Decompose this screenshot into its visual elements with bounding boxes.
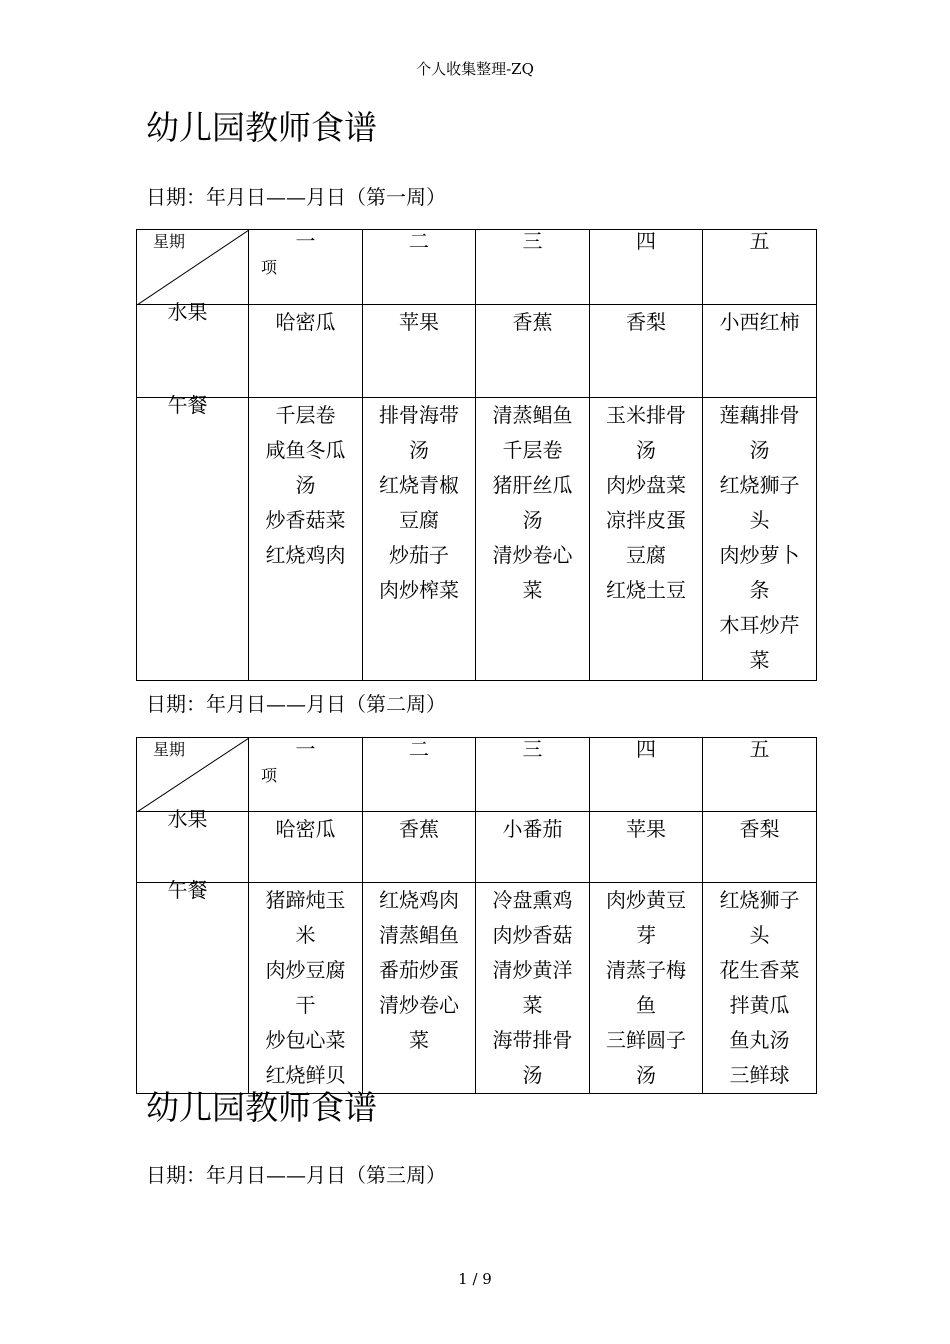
fruit-cell: 香蕉 — [363, 812, 476, 883]
fruit-cell: 香蕉 — [476, 305, 590, 398]
week3-date: 日期：年月日——月日（第三周） — [146, 1163, 446, 1187]
table-header-row — [137, 230, 817, 305]
dish-line: 条 — [749, 578, 770, 602]
dish-line: 炒茄子 — [389, 543, 449, 567]
dish-line: 莲藕排骨 — [719, 403, 800, 427]
fruit-row — [137, 305, 817, 398]
week2-date: 日期：年月日——月日（第二周） — [146, 692, 446, 716]
lunch-cell — [476, 883, 590, 1094]
fruit-row — [137, 812, 817, 883]
lunch-cell — [363, 398, 476, 681]
dish-line: 豆腐 — [626, 543, 666, 567]
lunch-cell — [476, 398, 590, 681]
fruit-cell: 香梨 — [590, 305, 703, 398]
dish-line: 红烧鸡肉 — [265, 543, 346, 567]
row-label-fruit: 水果 — [137, 305, 249, 398]
dish-line: 玉米排骨 — [606, 403, 686, 427]
week1-menu-table — [136, 229, 817, 681]
day-header-wed: 三 — [476, 230, 590, 305]
dish-line: 海带排骨 — [492, 1028, 573, 1052]
dish-line: 清炒卷心 — [492, 543, 573, 567]
dish-line: 番茄炒蛋 — [379, 958, 459, 982]
dish-line: 鱼丸汤 — [729, 1028, 790, 1052]
dish-line: 咸鱼冬瓜 — [265, 438, 346, 462]
corner-cell — [137, 738, 249, 812]
dish-line: 汤 — [522, 1063, 543, 1087]
dish-line: 红烧鸡肉 — [379, 888, 459, 912]
lunch-row — [137, 398, 817, 681]
dish-line: 三鲜球 — [729, 1063, 790, 1087]
row-label-fruit: 水果 — [137, 812, 249, 883]
page-title-2: 幼儿园教师食谱 — [146, 1088, 377, 1127]
dish-line: 冷盘熏鸡 — [492, 888, 573, 912]
lunch-cell — [590, 398, 703, 681]
dish-line: 炒包心菜 — [265, 1028, 346, 1052]
dish-line: 凉拌皮蛋 — [606, 508, 686, 532]
dish-line: 汤 — [749, 438, 770, 462]
dish-line: 花生香菜 — [719, 958, 800, 982]
dish-line: 猪蹄炖玉 — [265, 888, 346, 912]
dish-line: 红烧鲜贝 — [265, 1063, 346, 1087]
row-label-lunch: 午餐 — [137, 398, 249, 681]
dish-line: 清蒸鲳鱼 — [379, 923, 459, 947]
dish-line: 头 — [749, 923, 770, 947]
dish-line: 肉炒黄豆 — [606, 888, 686, 912]
lunch-cell — [703, 883, 817, 1094]
dish-line: 肉炒香菇 — [492, 923, 573, 947]
dish-line: 清炒卷心 — [379, 993, 459, 1017]
week1-date: 日期：年月日——月日（第一周） — [146, 185, 446, 209]
fruit-cell: 香梨 — [703, 812, 817, 883]
day-header-fri: 五 — [703, 738, 817, 812]
dish-line: 红烧狮子 — [719, 888, 800, 912]
dish-line: 菜 — [409, 1028, 429, 1052]
lunch-row — [137, 883, 817, 1094]
day-header-mon: 一 项 — [249, 230, 363, 305]
dish-line: 拌黄瓜 — [729, 993, 790, 1017]
dish-line: 千层卷 — [502, 438, 563, 462]
corner-label-item: 项 — [261, 766, 278, 785]
day-header-fri: 五 — [703, 230, 817, 305]
lunch-cell — [249, 883, 363, 1094]
table-header-row — [137, 738, 817, 812]
fruit-cell: 苹果 — [590, 812, 703, 883]
day-header-mon: 一 项 — [249, 738, 363, 812]
dish-line: 豆腐 — [399, 508, 439, 532]
day-header-wed: 三 — [476, 738, 590, 812]
dish-line: 清蒸子梅 — [606, 958, 686, 982]
dish-line: 红烧狮子 — [719, 473, 800, 497]
day-header-tue: 二 — [363, 738, 476, 812]
dish-line: 红烧青椒 — [379, 473, 459, 497]
dish-line: 肉炒萝卜 — [719, 543, 800, 567]
week2-menu-table — [136, 737, 817, 1094]
fruit-cell: 哈密瓜 — [249, 305, 363, 398]
page-title: 幼儿园教师食谱 — [146, 108, 377, 147]
dish-line: 清炒黄洋 — [492, 958, 573, 982]
dish-line: 肉炒豆腐 — [265, 958, 346, 982]
dish-line: 菜 — [522, 578, 543, 602]
page-number: 1 / 9 — [458, 1270, 492, 1288]
dish-line: 三鲜圆子 — [606, 1028, 686, 1052]
dish-line: 千层卷 — [275, 403, 336, 427]
corner-label-weekday: 星期 — [153, 740, 186, 759]
dish-line: 汤 — [636, 1063, 656, 1087]
lunch-cell — [363, 883, 476, 1094]
dish-line: 菜 — [749, 648, 770, 672]
dish-line: 清蒸鲳鱼 — [492, 403, 573, 427]
dish-line: 芽 — [636, 923, 656, 947]
corner-cell — [137, 230, 249, 305]
corner-label-item: 项 — [261, 258, 278, 277]
dish-line: 菜 — [522, 993, 543, 1017]
day-header-thu: 四 — [590, 230, 703, 305]
fruit-cell: 小番茄 — [476, 812, 590, 883]
dish-line: 汤 — [522, 508, 543, 532]
day-header-thu: 四 — [590, 738, 703, 812]
dish-line: 汤 — [295, 473, 316, 497]
dish-line: 炒香菇菜 — [265, 508, 346, 532]
dish-line: 汤 — [409, 438, 429, 462]
dish-line: 鱼 — [636, 993, 656, 1017]
lunch-cell — [249, 398, 363, 681]
lunch-cell — [590, 883, 703, 1094]
fruit-cell: 苹果 — [363, 305, 476, 398]
corner-label-weekday: 星期 — [153, 232, 186, 251]
dish-line: 米 — [295, 923, 316, 947]
dish-line: 红烧土豆 — [606, 578, 686, 602]
dish-line: 猪肝丝瓜 — [492, 473, 573, 497]
dish-line: 头 — [749, 508, 770, 532]
page-header: 个人收集整理-ZQ — [416, 60, 534, 78]
dish-line: 干 — [295, 993, 316, 1017]
dish-line: 肉炒榨菜 — [379, 578, 459, 602]
day-header-tue: 二 — [363, 230, 476, 305]
dish-line: 排骨海带 — [379, 403, 459, 427]
lunch-cell — [703, 398, 817, 681]
fruit-cell: 小西红柿 — [703, 305, 817, 398]
dish-line: 汤 — [636, 438, 656, 462]
row-label-lunch: 午餐 — [137, 883, 249, 1094]
dish-line: 肉炒盘菜 — [606, 473, 686, 497]
dish-line: 木耳炒芹 — [719, 613, 800, 637]
fruit-cell: 哈密瓜 — [249, 812, 363, 883]
